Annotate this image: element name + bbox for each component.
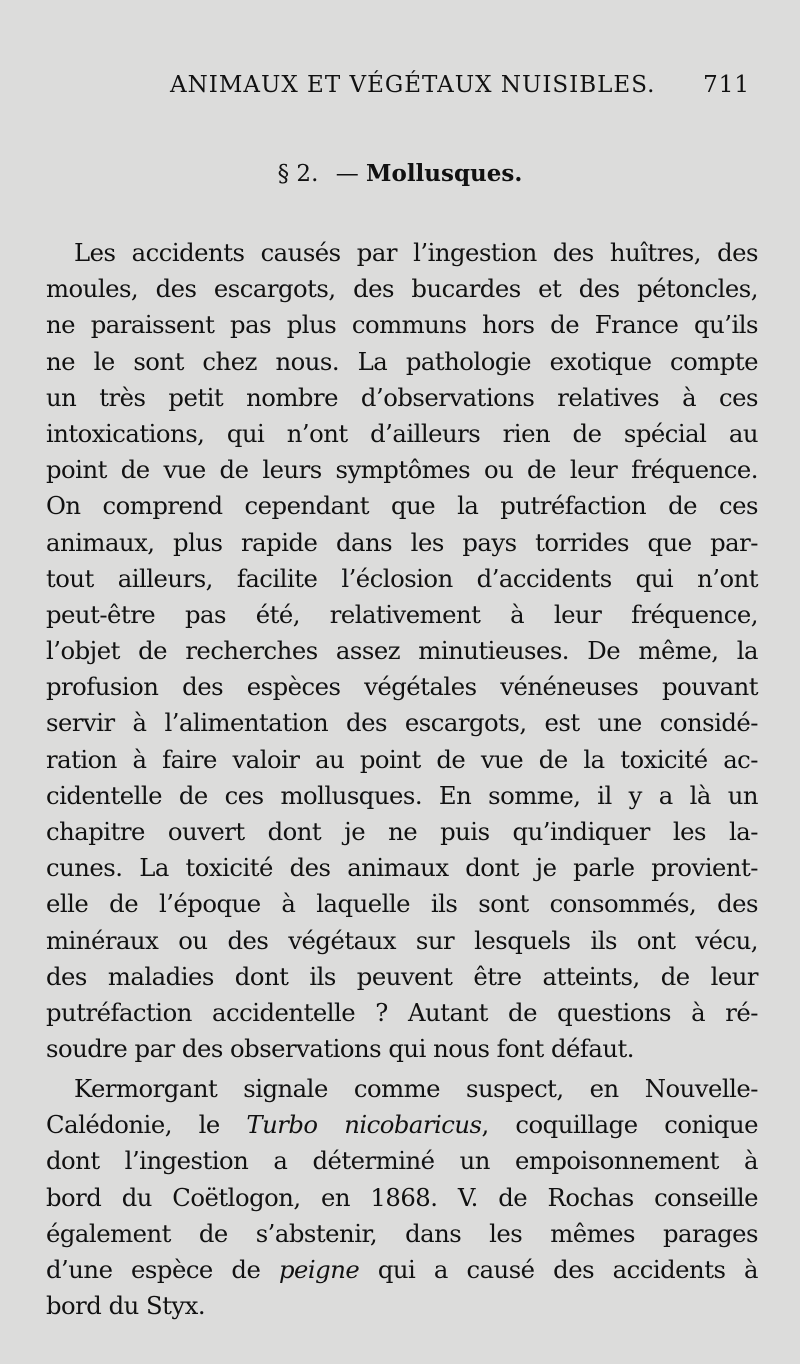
text-line: chapitre ouvert dont je ne puis qu’indiquer les la- [46,817,758,846]
text-line: cunes. La toxicité des animaux dont je parle provient- [46,853,758,883]
paragraph-2 [46,1071,758,1324]
text-segment: d’une espèce de [46,1254,279,1284]
text-line: bord du Coëtlogon, en 1868. V. de Rochas conseille [46,1182,758,1212]
page-number: 711 [703,72,750,98]
text-line: profusion des espèces végétales vénéneuses pouvant [46,672,758,702]
text-line: minéraux ou des végétaux sur lesquels ils ont vécu, [46,925,758,955]
species-name-italic: Turbo nicobaricus [246,1110,482,1140]
text-line: tout ailleurs, facilite l’éclosion d’accidents qui n’ont [46,563,758,593]
text-line: Les accidents causés par l’ingestion des huîtres, des [74,238,758,267]
section-dash: — [335,161,359,187]
text-line: soudre par des observations qui nous font défaut. [46,1034,634,1064]
text-line: elle de l’époque à laquelle ils sont consommés, des [46,889,758,919]
text-line: un très petit nombre d’observations relatives à ces [46,382,758,412]
text-line: point de vue de leurs symptômes ou de leur fréquence. [46,455,758,485]
text-line: ration à faire valoir au point de vue de la toxicité ac- [46,744,758,774]
text-line: l’objet de recherches assez minutieuses. De même, la [46,636,758,666]
text-line: intoxications, qui n’ont d’ailleurs rien de spécial au [46,418,758,448]
text-line: ne le sont chez nous. La pathologie exotique compte [46,346,758,376]
text-line: également de s’abstenir, dans les mêmes parages [46,1218,758,1248]
text-line [46,1107,758,1143]
text-line: dont l’ingestion a déterminé un empoisonnement à [46,1146,758,1176]
section-name: Mollusques. [366,160,523,187]
text-line: On comprend cependant que la putréfaction de ces [46,491,758,521]
text-line [46,1252,758,1288]
text-segment: Calédonie, le [46,1110,247,1140]
text-line: moules, des escargots, des bucardes et des pétoncles, [46,274,758,304]
text-line: putréfaction accidentelle ? Autant de questions à ré- [46,997,758,1027]
text-segment: qui a causé des accidents à [359,1254,759,1284]
text-line: bord du Styx. [46,1291,206,1321]
text-line: ne paraissent pas plus communs hors de France qu’ils [46,310,758,340]
text-line: des maladies dont ils peuvent être atteints, de leur [46,961,758,991]
text-line: animaux, plus rapide dans les pays torrides que par- [46,527,758,557]
text-line: Kermorgant signale comme suspect, en Nouvelle- [74,1074,758,1103]
section-heading [0,160,800,187]
text-line: peut-être pas été, relativement à leur fréquence, [46,599,758,629]
text-line: cidentelle de ces mollusques. En somme, il y a là un [46,780,758,810]
common-name-italic: peigne [278,1254,360,1284]
text-segment: , coquillage conique [481,1110,758,1140]
paragraph-1 [46,235,758,1067]
text-line: servir à l’alimentation des escargots, est une considé- [46,708,758,738]
running-title: ANIMAUX ET VÉGÉTAUX NUISIBLES. [170,72,656,98]
section-number: § 2. [277,161,319,187]
